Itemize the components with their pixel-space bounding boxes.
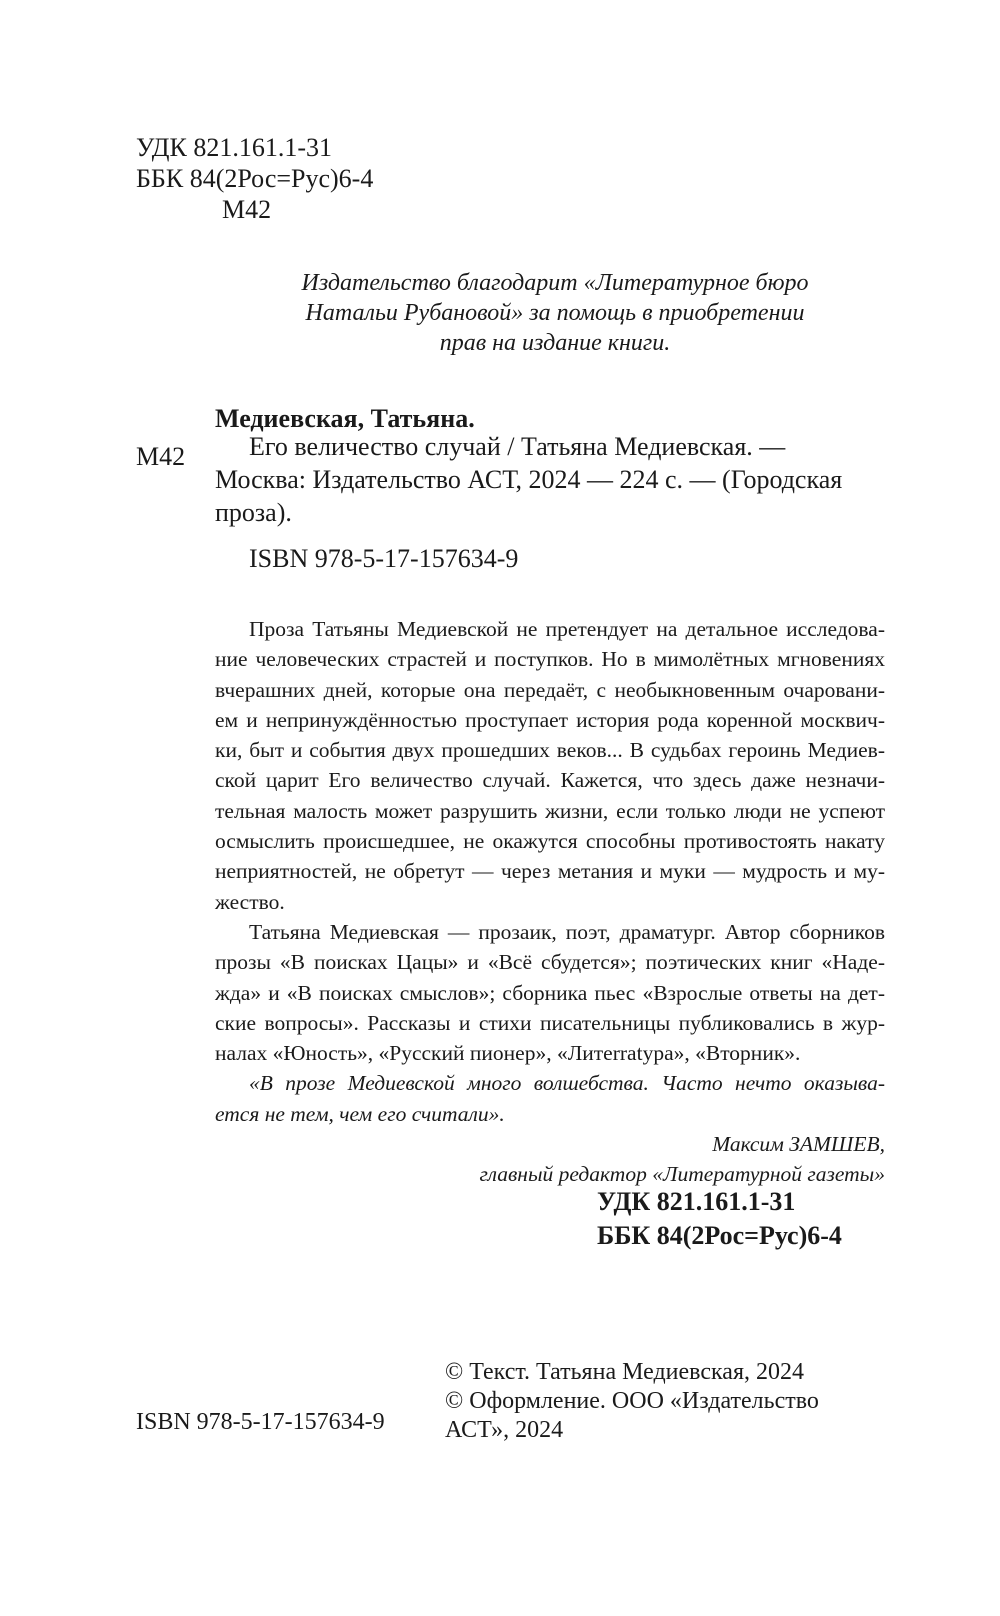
copyright-line: АСТ», 2024 bbox=[445, 1417, 564, 1443]
text-line: жда» и «В поисках смыслов»; сборника пьес «Взрослые ответы на дет- bbox=[215, 980, 885, 1005]
acknowledgement bbox=[250, 268, 860, 358]
text-line: неприятностей, не обретут — через метания и муки — мудрость и му- bbox=[215, 859, 885, 884]
annotation bbox=[215, 614, 885, 1190]
udk-code: УДК 821.161.1-31 bbox=[136, 133, 333, 162]
review-quote bbox=[215, 1068, 885, 1129]
udk-code: УДК 821.161.1-31 bbox=[597, 1187, 796, 1216]
catalog-author-mark: М42 bbox=[136, 442, 186, 471]
text-line: осмыслить происшедшее, не окажутся способны противостоять накату bbox=[215, 829, 885, 854]
text-line: ки, быт и события двух прошедших веков... В судьбах героинь Медиев- bbox=[215, 738, 885, 763]
text-line: прозы «В поисках Цацы» и «Всё сбудется»; поэтических книг «Надe- bbox=[215, 950, 885, 975]
text-line: ские вопросы». Рассказы и стихи писательницы публиковались в жур- bbox=[215, 1010, 885, 1035]
text-line: ской царит Его величество случай. Кажется, что здесь даже незначи- bbox=[215, 768, 885, 793]
acknowledgement-line: прав на издание книги. bbox=[439, 330, 671, 356]
author-mark: М42 bbox=[222, 195, 272, 224]
text-line: ем и непринуждённостью проступает история рода коренной москвич- bbox=[215, 707, 885, 732]
text-line: налах «Юность», «Русский пионер», «Литеrratура», «Вторник». bbox=[215, 1041, 801, 1066]
quote-signature bbox=[215, 1129, 885, 1190]
catalog-entry-line: Его величество случай / Татьяна Медиевская. — bbox=[249, 432, 786, 461]
signature-title: главный редактор «Литературной газеты» bbox=[479, 1162, 885, 1187]
text-line: тельная малость может разрушить жизни, если только люди не успеют bbox=[215, 798, 885, 823]
signature-name: Максим ЗАМШЕВ, bbox=[712, 1132, 885, 1157]
catalog-entry-line: Москва: Издательство АСТ, 2024 — 224 с. — (Городская bbox=[215, 465, 843, 494]
acknowledgement-line: Издательство благодарит «Литературное бюро bbox=[301, 270, 809, 296]
text-line: вчерашних дней, которые она передаёт, с необыкновенным очаровани- bbox=[215, 677, 885, 702]
bbk-code: ББК 84(2Рос=Рус)6-4 bbox=[136, 164, 374, 193]
copyright-line: © Текст. Татьяна Медиевская, 2024 bbox=[445, 1359, 804, 1385]
annotation-paragraph-1 bbox=[215, 614, 885, 917]
text-line: Татьяна Медиевская — прозаик, поэт, драматург. Автор сборников bbox=[249, 919, 885, 944]
udk-block-top bbox=[136, 132, 373, 225]
annotation-paragraph-2 bbox=[215, 917, 885, 1068]
text-line: Проза Татьяны Медиевской не претендует на детальное исследова- bbox=[249, 617, 885, 641]
isbn-bottom: ISBN 978-5-17-157634-9 bbox=[136, 1409, 385, 1435]
text-line: ние человеческих страстей и поступков. Но в мимолётных мгновениях bbox=[215, 647, 885, 672]
text-line: ется не тем, чем его считали». bbox=[215, 1101, 505, 1126]
bbk-code: ББК 84(2Рос=Рус)6-4 bbox=[597, 1221, 842, 1250]
copyright-block bbox=[445, 1358, 819, 1445]
text-line: «В прозе Медиевской много волшебства. Часто нечто оказыва- bbox=[249, 1071, 885, 1096]
catalog-entry bbox=[215, 430, 885, 529]
catalog-isbn: ISBN 978-5-17-157634-9 bbox=[249, 544, 519, 573]
udk-block-bottom bbox=[597, 1185, 842, 1253]
acknowledgement-line: Натальи Рубановой» за помощь в приобретении bbox=[305, 300, 805, 326]
copyright-line: © Оформление. ООО «Издательство bbox=[445, 1388, 819, 1414]
catalog-entry-line: проза). bbox=[215, 498, 292, 527]
text-line: жество. bbox=[215, 889, 285, 914]
catalog-author: Медиевская, Татьяна. bbox=[215, 404, 475, 433]
